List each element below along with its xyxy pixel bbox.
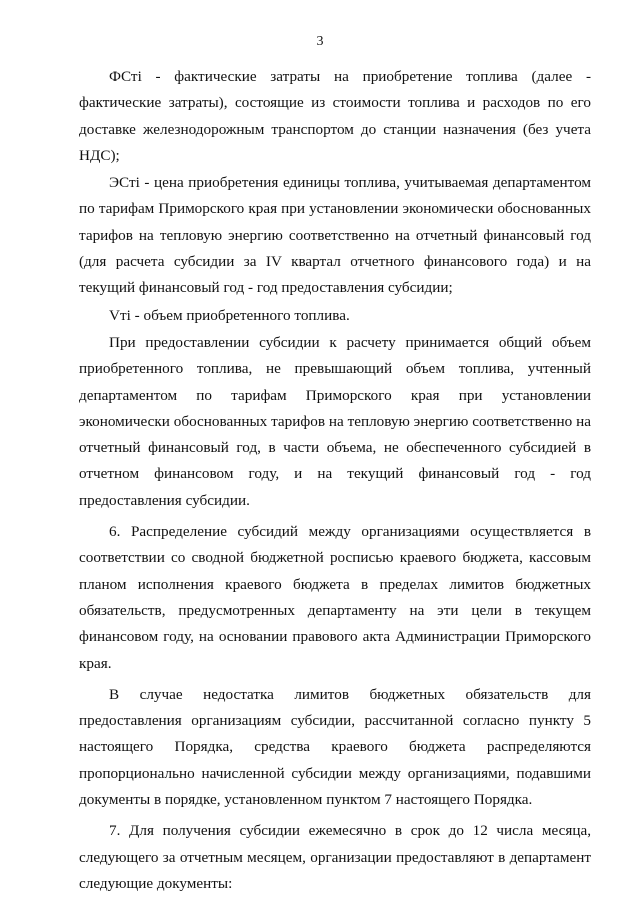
paragraph-volume-accepted: При предоставлении субсидии к расчету принимается общий объем приобретенного топлива, не превышающий объем топлива, учтенный департаментом по тарифам Приморского края при установлении экономически обоснованных тарифов на тепловую энергию соответственно на отчетный финансовый год, в части объема, не обеспеченного субсидией в отчетном финансовом году, и на текущий финансовый год - год предоставления субсидии. [79,333,591,509]
paragraph-item-7-documents: 7. Для получения субсидии ежемесячно в срок до 12 числа месяца, следующего за отчетным месяцем, организации предоставляют в департамент следующие документы: [79,822,591,892]
paragraph-fuel-volume-definition: Vті - объем приобретенного топлива. [109,306,350,324]
paragraph-fact-costs-definition: ФСті - фактические затраты на приобретение топлива (далее - фактические затраты), состоящие из стоимости топлива и расходов по его доставке железнодорожным транспортом до станции назначения (без учета НДС); [79,68,591,164]
page-number: 3 [316,34,324,49]
paragraph-limits-shortage: В случае недостатка лимитов бюджетных обязательств для предоставления организациям субсидии, рассчитанной согласно пункту 5 настоящего Порядка, средства краевого бюджета распределяются пропорционально начисленной субсидии между организациями, подавшими документы в порядке, установленном пунктом 7 настоящего Порядка. [79,685,591,809]
document-body [79,64,591,897]
paragraph-fuel-price-definition: ЭСті - цена приобретения единицы топлива, учитываемая департаментом по тарифам Приморского края при установлении экономически обоснованных тарифов на тепловую энергию соответственно на отчетный финансовый год (для расчета субсидии за IV квартал отчетного финансового года) и на текущий финансовый год - год предоставления субсидии; [79,174,591,297]
paragraph-item-6-distribution: 6. Распределение субсидий между организациями осуществляется в соответствии со сводной бюджетной росписью краевого бюджета, кассовым планом исполнения краевого бюджета в пределах лимитов бюджетных обязательств, предусмотренных департаменту на эти цели в текущем финансовом году, на основании правового акта Администрации Приморского края. [79,523,591,672]
